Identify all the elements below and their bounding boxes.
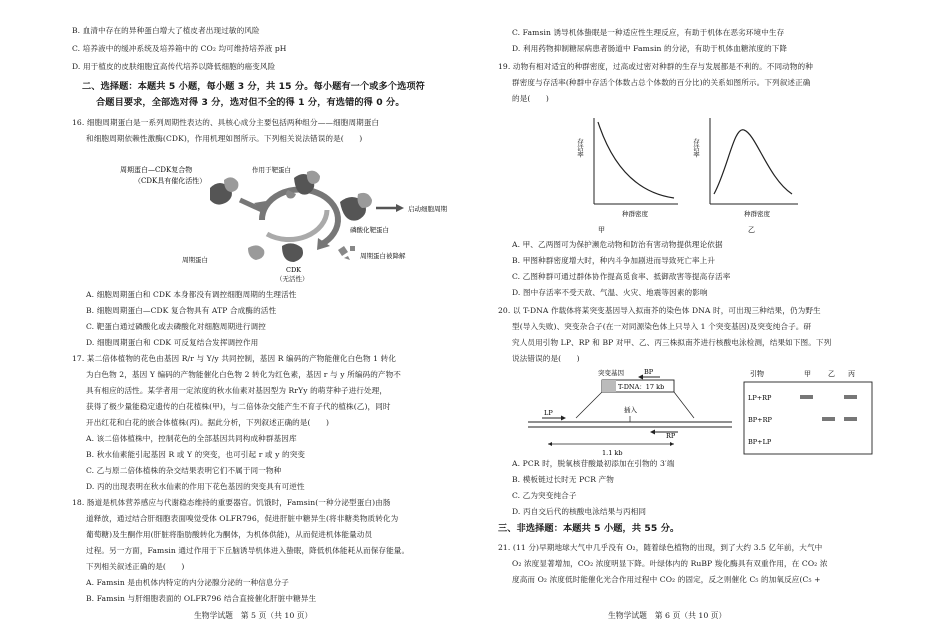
cell-cycle-diagram [112,150,447,285]
q16-option-d: D. 细胞周期蛋白和 CDK 可反复结合发挥调控作用 [86,338,259,347]
page-footer-right: 生物学试题 第 6 页（共 10 页） [608,611,727,620]
band-bprp-yi [822,417,835,421]
q20-option-c: C. 乙为突变纯合子 [512,491,577,500]
complex-shape-top-left [210,177,238,204]
cyclin-shape [248,245,264,260]
rp-label: RP [666,432,676,440]
q19-option-d: D. 图中存活率不受天敌、气温、火灾、地震等因素的影响 [512,288,708,297]
section2-heading-2: 合题目要求，全部选对得 3 分，选对但不全的得 1 分，有选错的得 0 分。 [96,97,405,108]
tdna-label: T-DNA：17 kb [618,383,665,391]
q19-option-b: B. 甲图种群密度增大时，种内斗争加剧进而导致死亡率上升 [512,256,716,265]
complex-shape-right [340,193,372,221]
start-cycle-label: 启动细胞周期 [408,205,447,213]
degrade-label: 周期蛋白被降解 [360,252,406,260]
q17-option-b: B. 秋水仙素能引起基因 R 或 Y 的突变，也可引起 r 或 y 的突变 [86,450,306,459]
q16-option-b: B. 细胞周期蛋白—CDK 复合物具有 ATP 合成酶的活性 [86,306,277,315]
band-lprp-jia [800,395,813,399]
mutant-gene-label: 突变基因 [598,369,624,377]
q16-stem-2: 和细胞周期依赖性激酶(CDK)，作用机理如图所示。下列相关说法错误的是( ) [86,134,363,143]
left-column [72,0,492,635]
right-column [498,0,918,635]
graph-a-xlabel: 种群密度 [622,210,648,218]
q20-option-a: A. PCR 时，脱氧核苷酸最初添加在引物的 3′端 [512,459,675,468]
section3-heading: 三、非选择题：本题共 5 小题，共 55 分。 [498,523,680,534]
act-label: 作用于靶蛋白 [252,166,291,174]
q19-option-a: A. 甲、乙两图可为保护濒危动物和防治有害动物提供理论依据 [512,240,723,249]
col-jia: 甲 [804,370,811,378]
q16-stem-1: 16. 细胞周期蛋白是一系列周期性表达的、具核心成分主要包括两种组分——细胞周期蛋白 [72,118,380,127]
q20-option-d: D. 丙自交后代的核酸电泳结果与丙相同 [512,507,647,516]
q19-line-1: 19. 动物有相对适宜的种群密度，过高或过密对种群的生存与发展都是不利的。不同动物的种 [498,62,813,71]
q20-line-4: 说法错误的是( ) [512,354,580,363]
bp-label: BP [644,368,654,376]
q18-line-2: 道释放，通过结合肝细胞表面嗅觉受体 OLFR796，促进肝脏中糖异生(将非糖类物质转化为 [86,514,399,523]
q18-line-4: 过程。另一方面，Famsin 通过作用于下丘脑诱导机体进入蛰眠，降低机体能耗从而保存能量。 [86,546,410,555]
band-bprp-bing [844,417,857,421]
insert-label: 插入 [624,406,637,414]
q20-line-2: 型(导入失败)、突变杂合子(在一对同源染色体上只导入 1 个突变基因)及突变纯合子。研 [512,322,812,331]
q21-line-3: 度高而 O₂ 浓度低时能催化光合作用过程中 CO₂ 的固定，反之则催化 C₅ 的加氧反应(C₅ + [512,575,821,584]
q17-line-3: 具有相应的活性。某学者用一定浓度的秋水仙素对基因型为 RrYy 的萌芽种子进行处理， [86,386,388,395]
row-lprp: LP+RP [748,394,772,402]
graph-b-xlabel: 种群密度 [744,210,770,218]
complex-activity-label: （CDK具有催化活性） [134,177,207,185]
q19-line-2: 群密度与存活率(种群中存活个体数占总个体数的百分比)的关系如图所示。下列叙述正确 [512,78,811,87]
graph-b-curve [714,130,792,194]
inactive-label: （无活性） [276,275,309,283]
q21-line-2: O₂ 浓度显著增加，CO₂ 浓度明显下降。叶绿体内的 RuBP 羧化酶具有双重作用，在 CO₂ 浓 [512,559,828,568]
graph-b-label: 乙 [748,226,755,234]
q18-option-a: A. Famsin 是由机体内特定的内分泌腺分泌的一种信息分子 [86,578,289,587]
q18-line-3: 葡萄糖)及生酮作用(肝脏将脂肪酸转化为酮体，为机体供能)，从而促进机体能量动员 [86,530,373,539]
complex-label: 周期蛋白—CDK复合物 [120,166,193,174]
graph-b-ylabel: 存活率 [692,138,700,158]
q16-option-c: C. 靶蛋白通过磷酸化或去磷酸化对细胞周期进行调控 [86,322,266,331]
q17-option-c: C. 乙与原二倍体植株的杂交结果表明它们不属于同一物种 [86,466,282,475]
band-lprp-bing [844,395,857,399]
q20-line-1: 20. 以 T-DNA 作载体将某突变基因导入拟南芥的染色体 DNA 时，可出现三种结果，仍为野生 [498,306,821,315]
length-label: 1.1 kb [602,449,623,457]
q17-option-a: A. 该二倍体植株中，控制花色的全部基因共同构成种群基因库 [86,434,297,443]
q21-line-1: 21. (11 分)早期地球大气中几乎没有 O₂，随着绿色植物的出现，到了大约 3.5 亿年前，大气中 [498,543,823,552]
survival-graphs [568,108,868,238]
q17-option-d: D. 丙的出现表明在秋水仙素的作用下花色基因的突变具有可逆性 [86,482,305,491]
cyclin-label: 周期蛋白 [182,256,208,264]
q18-option-c: C. Famsin 诱导机体蛰眠是一种适应性生理反应，有助于机体在恶劣环境中生存 [512,28,785,37]
cdk-shape [282,243,303,262]
q17-line-5: 开出红花和白花的嵌合体植株(丙)。据此分析，下列叙述正确的是( ) [86,418,330,427]
graph-a-curve [598,122,674,198]
q18-line-1: 18. 肠道是机体营养感应与代谢稳态维持的重要器官。饥饿时，Famsin(一种分泌型蛋白)由肠 [72,498,391,507]
graph-a-ylabel: 存活率 [576,138,584,158]
col-bing: 丙 [848,370,855,378]
q19-line-3: 的是( ) [512,94,549,103]
q15-option-d: D. 用于植皮的皮肤细胞宜高传代培养以降低细胞的癌变风险 [72,62,276,71]
q20-line-3: 究人员用引物 LP、RP 和 BP 对甲、乙、丙三株拟南芥进行核酸电泳检测，结果如下图。下列 [512,338,832,347]
q19-option-c: C. 乙图种群可通过群体协作提高觅食率、抵御敌害等提高存活率 [512,272,731,281]
q16-option-a: A. 细胞周期蛋白和 CDK 本身都没有调控细胞周期的生理活性 [86,290,297,299]
tdna-diagram [518,366,918,458]
q15-option-b: B. 血清中存在的异种蛋白增大了植皮者出现过敏的风险 [72,26,260,35]
primer-header: 引物 [750,370,764,378]
q20-option-b: B. 模板链过长时无 PCR 产物 [512,475,614,484]
q17-line-4: 获得了极少量能稳定遗传的白花植株(甲)，与二倍体杂交能产生不育子代的植株(乙)，同时 [86,402,391,411]
row-bprp: BP+RP [748,416,772,424]
degraded-cyclin-shape [338,246,355,260]
q18-option-b: B. Famsin 与肝细胞表面的 OLFR796 结合直接催化肝脏中糖异生 [86,594,317,603]
graph-a-label: 甲 [598,226,605,234]
row-bplp: BP+LP [748,438,772,446]
lp-label: LP [544,409,553,417]
q15-option-c: C. 培养液中的缓冲系统及培养箱中的 CO₂ 均可维持培养液 pH [72,44,287,53]
cdk-label: CDK [286,266,302,274]
page-footer-left: 生物学试题 第 5 页（共 10 页） [194,611,313,620]
q18-line-5: 下列相关叙述正确的是( ) [86,562,185,571]
phos-target-label: 磷酸化靶蛋白 [350,226,389,234]
section2-heading: 二、选择题：本题共 5 小题，每小题 3 分，共 15 分。每小题有一个或多个选项符 [82,81,425,92]
q17-line-2: 为白色物 2，基因 Y 编码的产物能催化白色物 2 转化为红色素，基因 r 与 y 所编码的产物不 [86,370,401,379]
col-yi: 乙 [828,370,835,378]
q17-line-1: 17. 某二倍体植物的花色由基因 R/r 与 Y/y 共同控制，基因 R 编码的产物能催化白色物 1 转化 [72,354,397,363]
q18-option-d: D. 利用药物抑制糖尿病患者肠道中 Famsin 的分泌，有助于机体血糖浓度的下降 [512,44,788,53]
